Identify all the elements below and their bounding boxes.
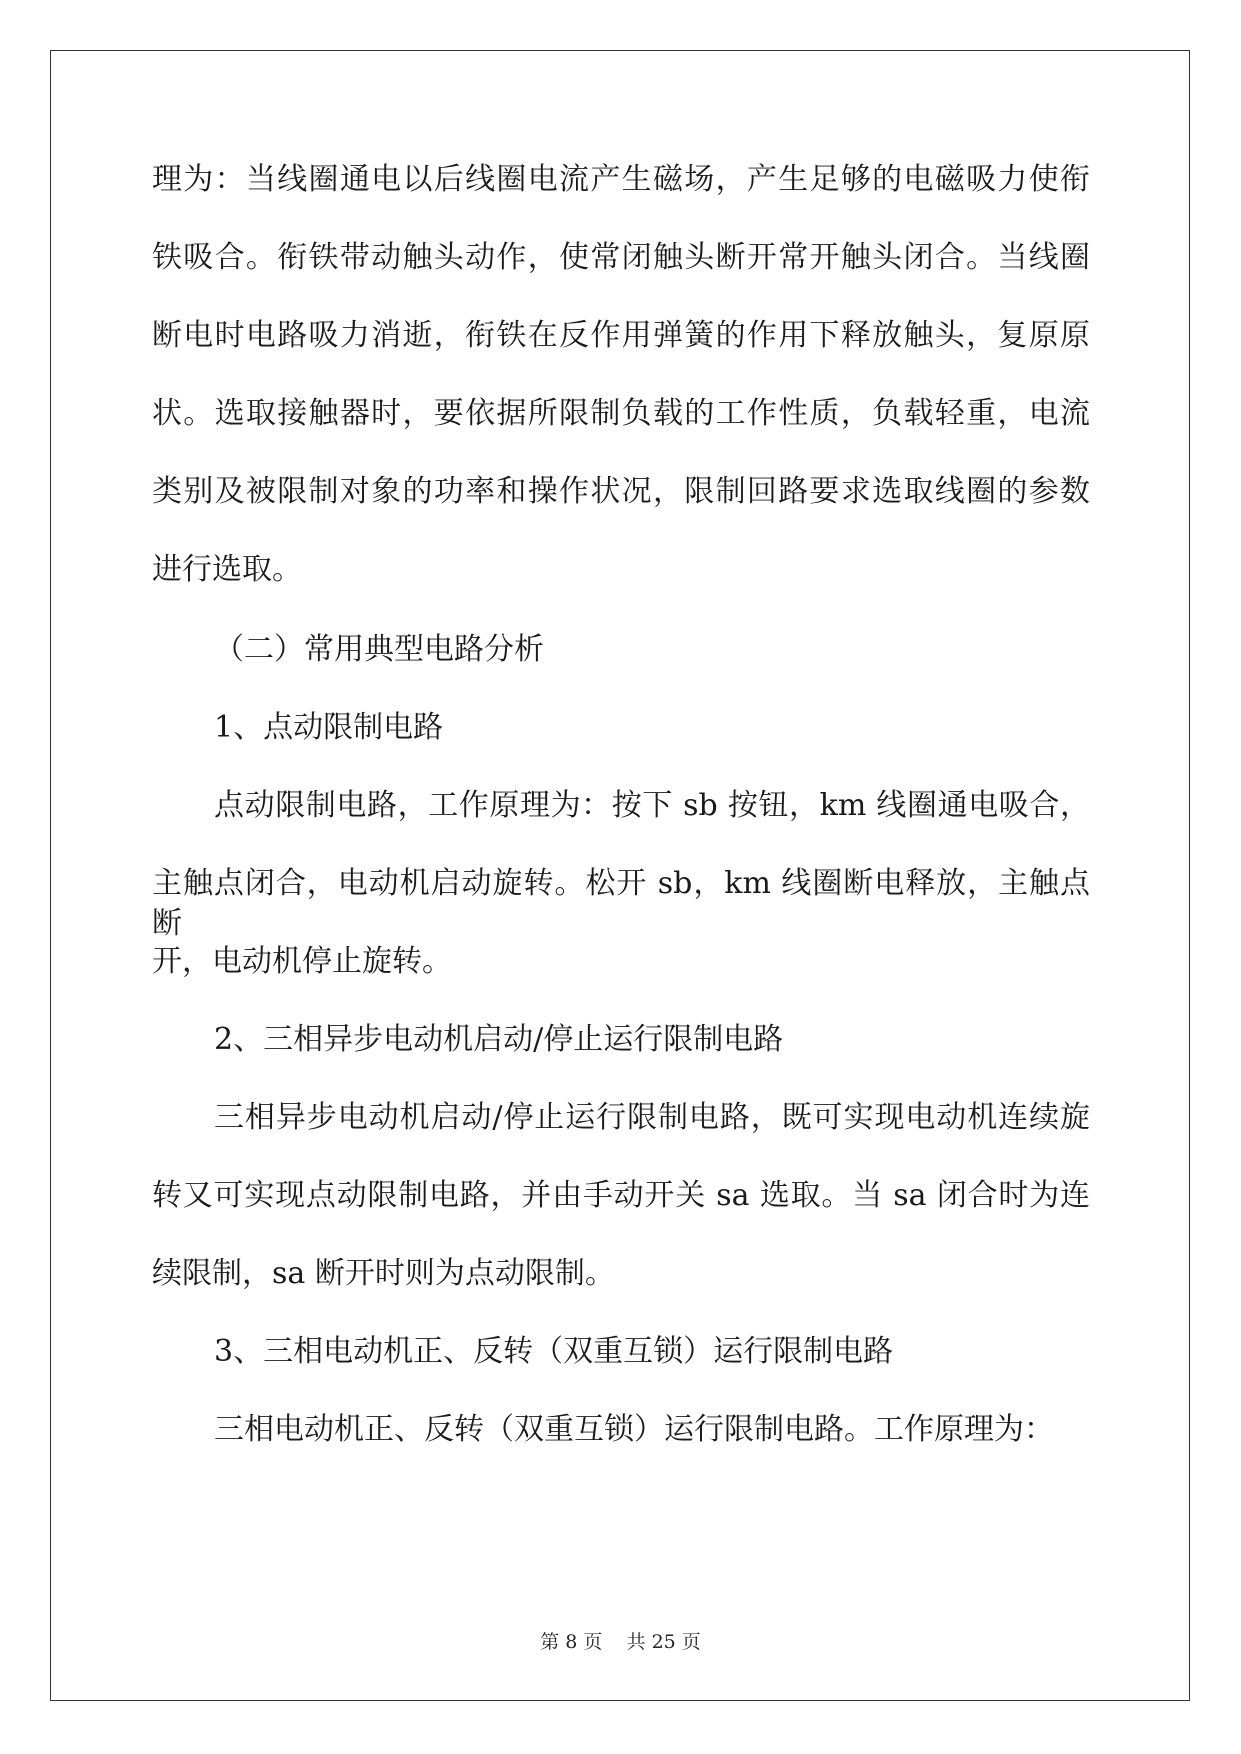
paragraph-line: 理为：当线圈通电以后线圈电流产生磁场，产生足够的电磁吸力使衔 (152, 162, 1090, 197)
paragraph-line: 铁吸合。衔铁带动触头动作，使常闭触头断开常开触头闭合。当线圈 (152, 240, 1090, 275)
section-heading: （二）常用典型电路分析 (214, 632, 544, 667)
paragraph-line: 断电时电路吸力消逝，衔铁在反作用弹簧的作用下释放触头，复原原 (152, 318, 1090, 353)
paragraph-line: 续限制，sa 断开时则为点动限制。 (152, 1256, 615, 1291)
page-footer (0, 1630, 1241, 1654)
paragraph-line: 状。选取接触器时，要依据所限制负载的工作性质，负载轻重，电流 (152, 396, 1090, 431)
paragraph-line: 点动限制电路，工作原理为：按下 sb 按钮，km 线圈通电吸合， (214, 788, 1090, 823)
paragraph-line: 三相电动机正、反转（双重互锁）运行限制电路。工作原理为： (214, 1412, 1054, 1447)
paragraph-line: 三相异步电动机启动/停止运行限制电路，既可实现电动机连续旋 (214, 1100, 1090, 1135)
paragraph-line: 类别及被限制对象的功率和操作状况，限制回路要求选取线圈的参数 (152, 474, 1090, 509)
page-total: 共 25 页 (626, 1631, 701, 1653)
subsection-heading: 2、三相异步电动机启动/停止运行限制电路 (214, 1022, 784, 1057)
subsection-heading: 1、点动限制电路 (214, 710, 444, 745)
subsection-heading: 3、三相电动机正、反转（双重互锁）运行限制电路 (214, 1334, 894, 1369)
paragraph-line: 转又可实现点动限制电路，并由手动开关 sa 选取。当 sa 闭合时为连 (152, 1178, 1090, 1213)
paragraph-line: 开，电动机停止旋转。 (152, 944, 452, 979)
paragraph-line: 进行选取。 (152, 552, 302, 587)
page-number: 第 8 页 (540, 1631, 603, 1653)
paragraph-line: 主触点闭合，电动机启动旋转。松开 sb，km 线圈断电释放，主触点断 (152, 866, 1090, 941)
